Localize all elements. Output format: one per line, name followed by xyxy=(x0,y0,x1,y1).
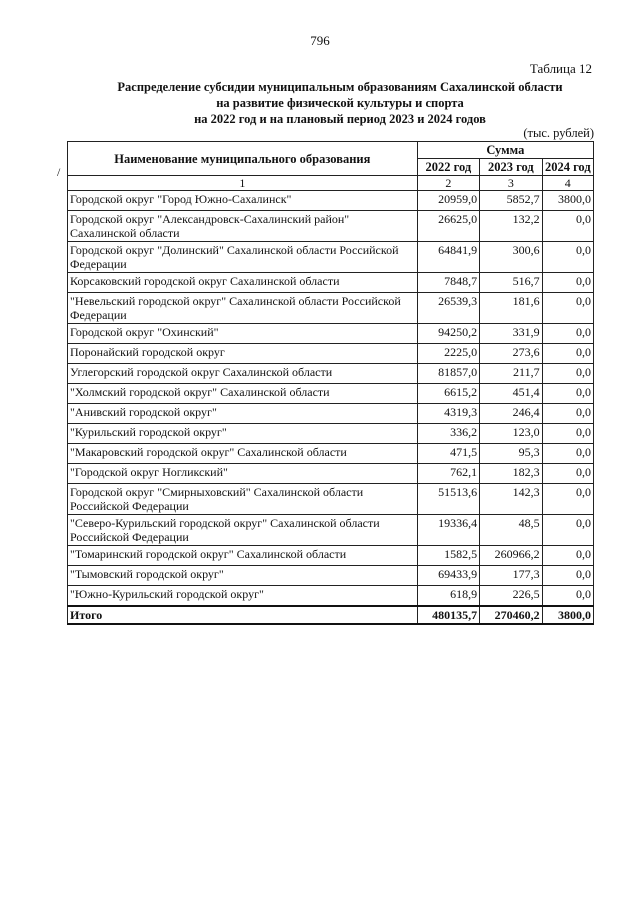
value-2023: 246,4 xyxy=(480,404,542,424)
table-row xyxy=(68,515,594,546)
value-2022: 69433,9 xyxy=(417,566,479,586)
value-2022: 762,1 xyxy=(417,464,479,484)
table-body xyxy=(68,191,594,607)
units-label: (тыс. рублей) xyxy=(523,126,594,140)
municipality-name: Городской округ "Смирныховский" Сахалинской области Российской Федерации xyxy=(68,484,418,515)
subsidy-table xyxy=(67,141,594,625)
municipality-name: Поронайский городской округ xyxy=(68,344,418,364)
municipality-name: "Южно-Курильский городской округ" xyxy=(68,586,418,607)
table-row xyxy=(68,586,594,607)
municipality-name: Углегорский городской округ Сахалинской области xyxy=(68,364,418,384)
title-line: на развитие физической культуры и спорта xyxy=(216,96,464,110)
total-2024: 3800,0 xyxy=(542,606,593,624)
header-sum: Сумма xyxy=(417,142,593,159)
table-row xyxy=(68,424,594,444)
total-label: Итого xyxy=(68,606,418,624)
value-2024: 0,0 xyxy=(542,464,593,484)
page-number: 796 xyxy=(310,33,330,48)
value-2024: 0,0 xyxy=(542,404,593,424)
value-2022: 336,2 xyxy=(417,424,479,444)
table-row xyxy=(68,364,594,384)
value-2023: 331,9 xyxy=(480,324,542,344)
table-label: Таблица 12 xyxy=(529,61,592,76)
value-2024: 0,0 xyxy=(542,444,593,464)
value-2023: 273,6 xyxy=(480,344,542,364)
value-2024: 3800,0 xyxy=(542,191,593,211)
value-2024: 0,0 xyxy=(542,566,593,586)
value-2023: 5852,7 xyxy=(480,191,542,211)
value-2023: 516,7 xyxy=(480,273,542,293)
column-index: 4 xyxy=(542,176,593,191)
value-2024: 0,0 xyxy=(542,364,593,384)
column-index: 2 xyxy=(417,176,479,191)
value-2022: 20959,0 xyxy=(417,191,479,211)
table-row xyxy=(68,344,594,364)
value-2024: 0,0 xyxy=(542,324,593,344)
municipality-name: "Холмский городской округ" Сахалинской области xyxy=(68,384,418,404)
value-2022: 94250,2 xyxy=(417,324,479,344)
value-2022: 1582,5 xyxy=(417,546,479,566)
table-row xyxy=(68,566,594,586)
column-index: 1 xyxy=(68,176,418,191)
value-2024: 0,0 xyxy=(542,484,593,515)
title-line: на 2022 год и на плановый период 2023 и 2024 годов xyxy=(194,112,486,126)
value-2022: 471,5 xyxy=(417,444,479,464)
value-2024: 0,0 xyxy=(542,344,593,364)
value-2022: 81857,0 xyxy=(417,364,479,384)
value-2024: 0,0 xyxy=(542,273,593,293)
value-2022: 7848,7 xyxy=(417,273,479,293)
value-2023: 226,5 xyxy=(480,586,542,607)
value-2023: 182,3 xyxy=(480,464,542,484)
value-2024: 0,0 xyxy=(542,384,593,404)
table-row xyxy=(68,191,594,211)
table-row xyxy=(68,384,594,404)
value-2024: 0,0 xyxy=(542,546,593,566)
municipality-name: "Макаровский городской округ" Сахалинской области xyxy=(68,444,418,464)
value-2023: 451,4 xyxy=(480,384,542,404)
column-index: 3 xyxy=(480,176,542,191)
table-row xyxy=(68,444,594,464)
header-2022: 2022 год xyxy=(417,159,479,176)
table-row xyxy=(68,546,594,566)
header-2023: 2023 год xyxy=(480,159,542,176)
value-2022: 26539,3 xyxy=(417,293,479,324)
value-2023: 95,3 xyxy=(480,444,542,464)
municipality-name: "Анивский городской округ" xyxy=(68,404,418,424)
header-2024: 2024 год xyxy=(542,159,593,176)
value-2023: 300,6 xyxy=(480,242,542,273)
title-line: Распределение субсидии муниципальным образованиям Сахалинской области xyxy=(117,80,563,94)
municipality-name: Городской округ "Охинский" xyxy=(68,324,418,344)
value-2023: 48,5 xyxy=(480,515,542,546)
total-2022: 480135,7 xyxy=(417,606,479,624)
margin-mark: / xyxy=(57,165,61,179)
value-2022: 51513,6 xyxy=(417,484,479,515)
value-2022: 618,9 xyxy=(417,586,479,607)
value-2022: 6615,2 xyxy=(417,384,479,404)
municipality-name: Городской округ "Долинский" Сахалинской области Российской Федерации xyxy=(68,242,418,273)
value-2024: 0,0 xyxy=(542,586,593,607)
value-2024: 0,0 xyxy=(542,515,593,546)
municipality-name: "Северо-Курильский городской округ" Сахалинской области Российской Федерации xyxy=(68,515,418,546)
value-2024: 0,0 xyxy=(542,424,593,444)
municipality-name: Корсаковский городской округ Сахалинской области xyxy=(68,273,418,293)
value-2023: 132,2 xyxy=(480,211,542,242)
table-row xyxy=(68,293,594,324)
municipality-name: "Курильский городской округ" xyxy=(68,424,418,444)
municipality-name: "Томаринский городской округ" Сахалинской области xyxy=(68,546,418,566)
value-2023: 260966,2 xyxy=(480,546,542,566)
value-2024: 0,0 xyxy=(542,293,593,324)
table-row xyxy=(68,404,594,424)
value-2022: 64841,9 xyxy=(417,242,479,273)
table-row xyxy=(68,242,594,273)
total-2023: 270460,2 xyxy=(480,606,542,624)
value-2023: 177,3 xyxy=(480,566,542,586)
value-2023: 181,6 xyxy=(480,293,542,324)
value-2022: 26625,0 xyxy=(417,211,479,242)
municipality-name: "Городской округ Ногликский" xyxy=(68,464,418,484)
table-row xyxy=(68,324,594,344)
value-2024: 0,0 xyxy=(542,211,593,242)
municipality-name: Городской округ "Александровск-Сахалинский район" Сахалинской области xyxy=(68,211,418,242)
value-2022: 19336,4 xyxy=(417,515,479,546)
municipality-name: "Тымовский городской округ" xyxy=(68,566,418,586)
municipality-name: "Невельский городской округ" Сахалинской области Российской Федерации xyxy=(68,293,418,324)
value-2023: 142,3 xyxy=(480,484,542,515)
table-row xyxy=(68,464,594,484)
value-2024: 0,0 xyxy=(542,242,593,273)
municipality-name: Городской округ "Город Южно-Сахалинск" xyxy=(68,191,418,211)
value-2022: 2225,0 xyxy=(417,344,479,364)
table-row xyxy=(68,211,594,242)
table-row xyxy=(68,273,594,293)
document-title xyxy=(60,79,620,127)
value-2023: 211,7 xyxy=(480,364,542,384)
total-row xyxy=(68,606,594,624)
value-2023: 123,0 xyxy=(480,424,542,444)
header-name: Наименование муниципального образования xyxy=(68,142,418,176)
value-2022: 4319,3 xyxy=(417,404,479,424)
table-row xyxy=(68,484,594,515)
